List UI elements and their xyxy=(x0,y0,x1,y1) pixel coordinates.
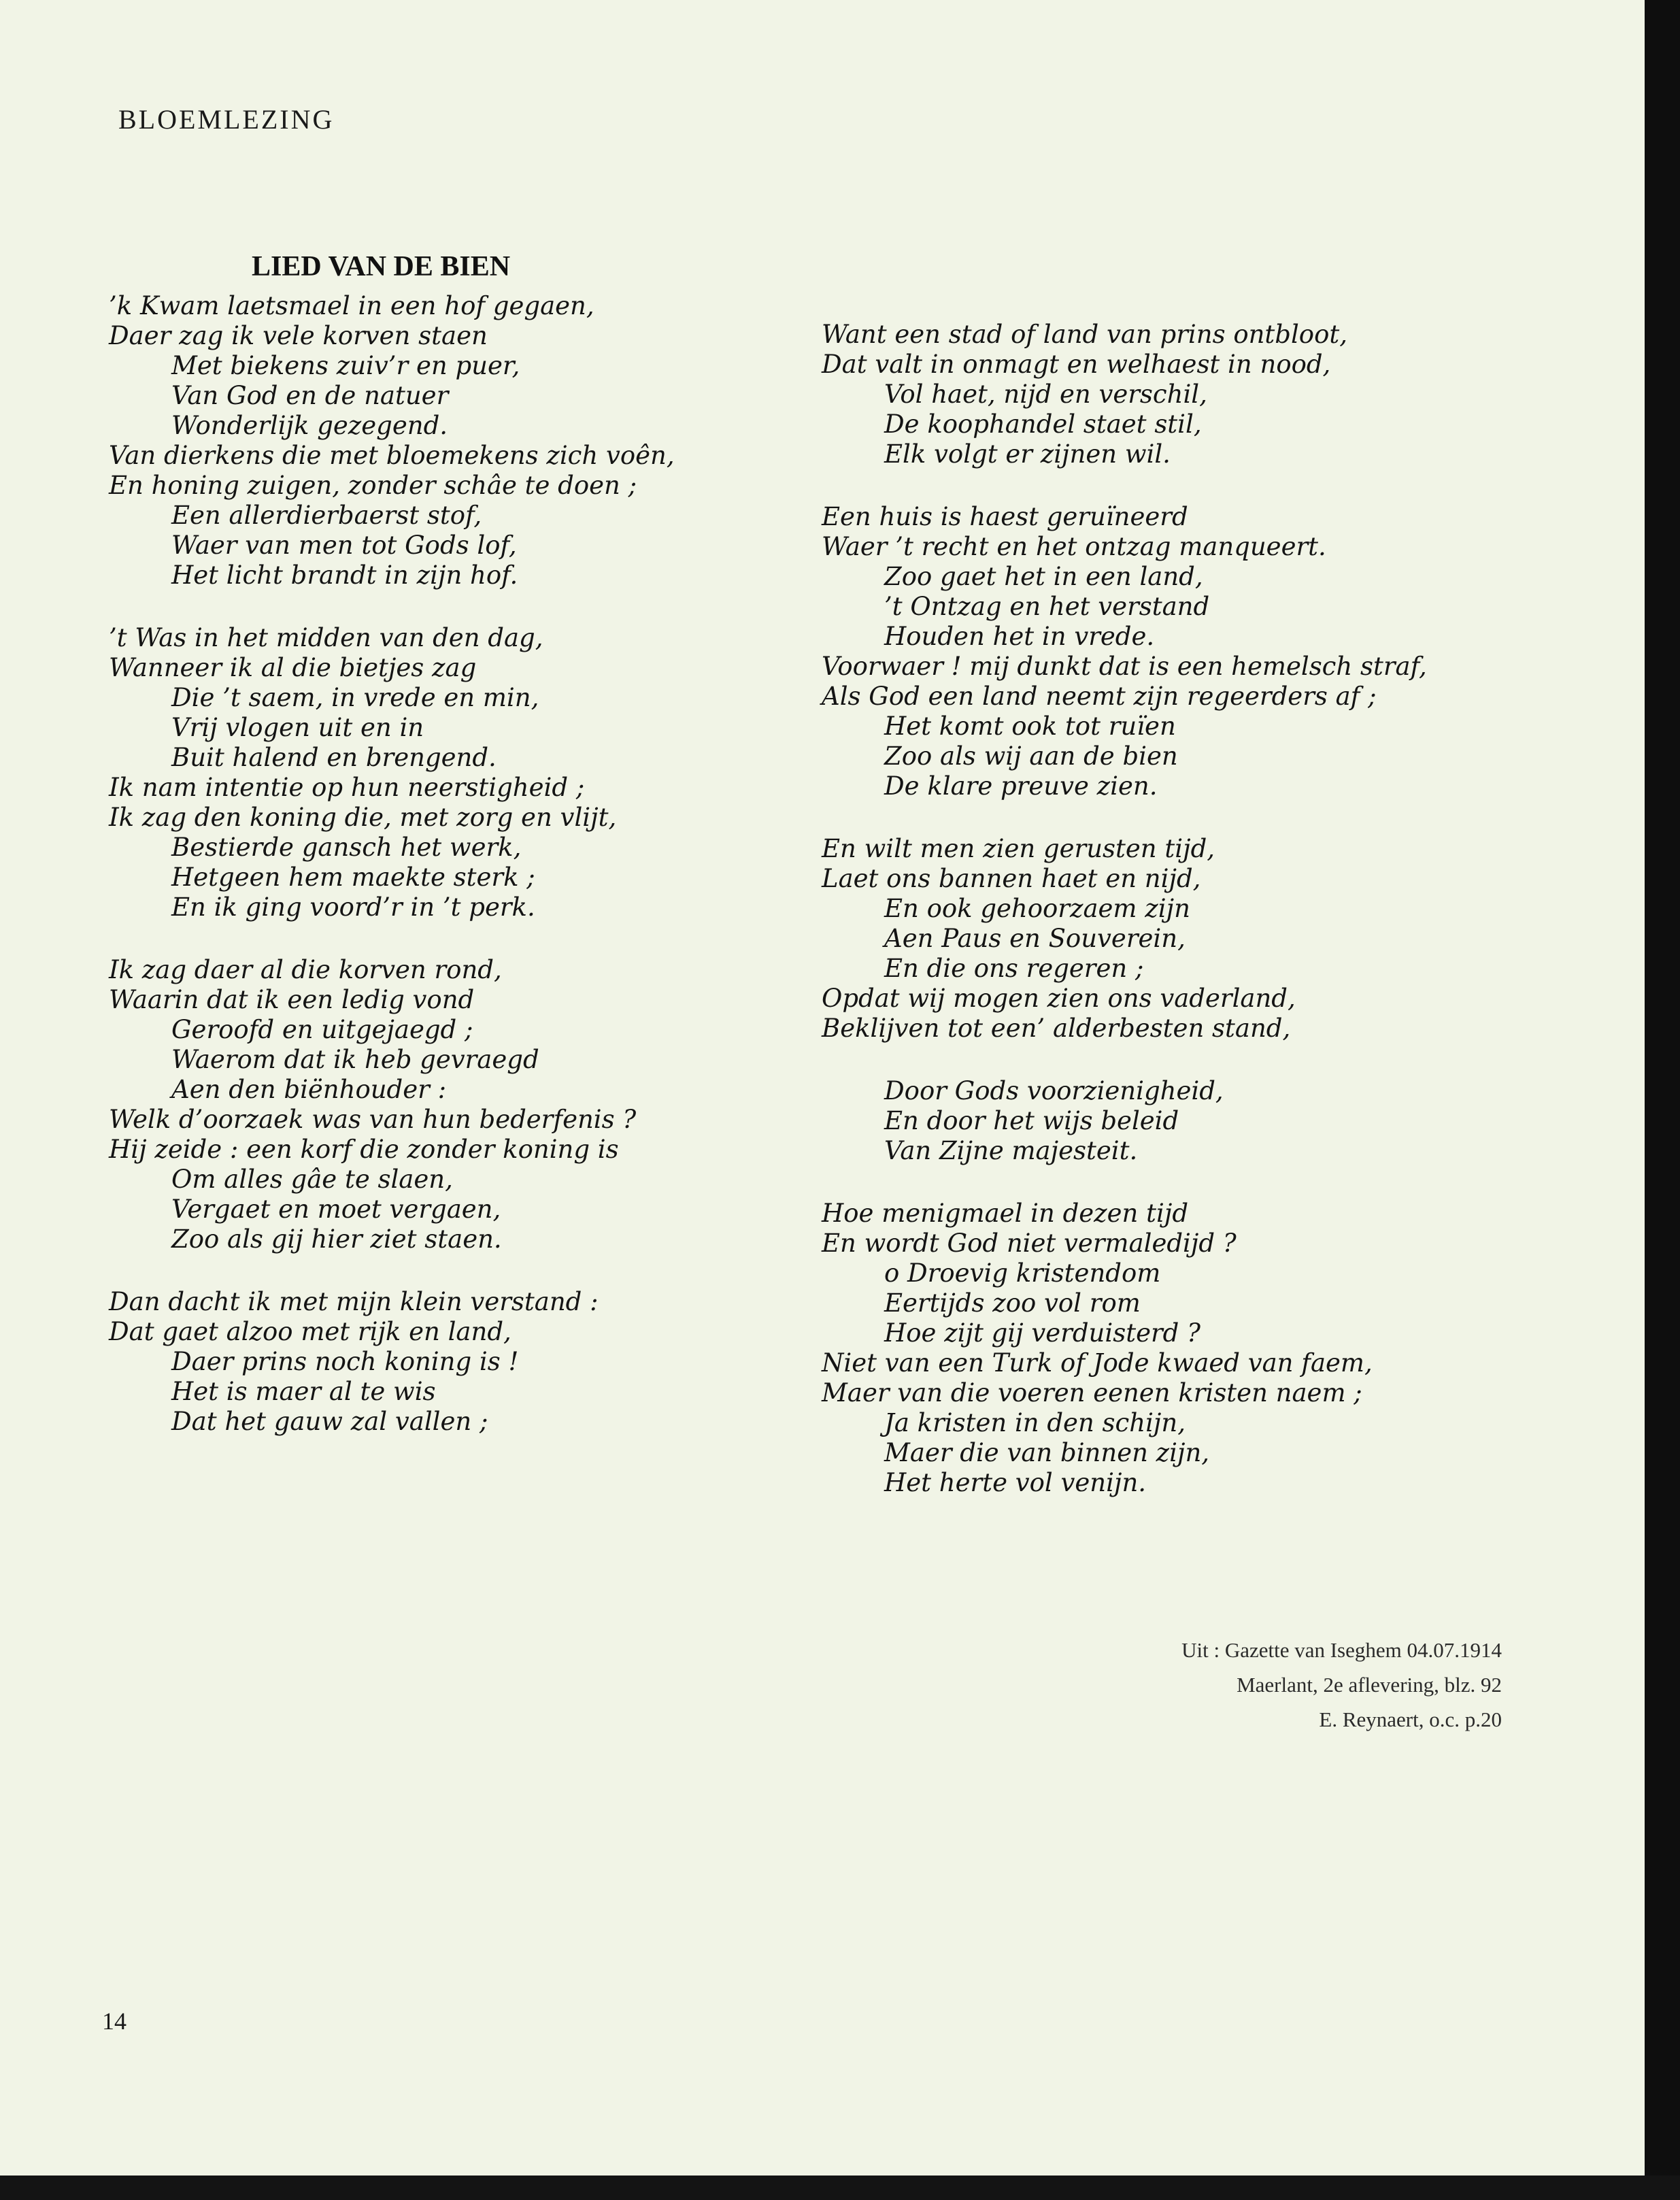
poem-line: Laet ons bannen haet en nijd, xyxy=(822,864,1201,893)
poem-line: Waerom dat ik heb gevraegd xyxy=(171,1045,539,1074)
poem-line: Zoo als gij hier ziet staen. xyxy=(171,1224,502,1254)
poem-line: Daer prins noch koning is ! xyxy=(171,1347,519,1376)
poem-line: Hetgeen hem maekte sterk ; xyxy=(171,863,535,892)
poem-line: Als God een land neemt zijn regeerders af ; xyxy=(822,682,1377,711)
poem-line: Hoe menigmael in dezen tijd xyxy=(822,1199,1189,1228)
poem-right-column xyxy=(822,320,1515,1498)
poem-line: Hij zeide : een korf die zonder koning is xyxy=(109,1135,619,1164)
poem-line: En die ons regeren ; xyxy=(884,954,1144,983)
poem-stanza xyxy=(822,320,1515,469)
poem-line: Waer van men tot Gods lof, xyxy=(171,531,517,560)
poem-line: Hoe zijt gij verduisterd ? xyxy=(884,1318,1200,1348)
poem-line: Bestierde gansch het werk, xyxy=(171,833,522,862)
poem-line: Door Gods voorzienigheid, xyxy=(884,1076,1224,1105)
poem-line: En wordt God niet vermaledijd ? xyxy=(822,1229,1237,1258)
poem-title: LIED VAN DE BIEN xyxy=(252,251,511,282)
poem-line: Met biekens zuiv’r en puer, xyxy=(171,351,520,380)
poem-stanza xyxy=(822,1199,1515,1498)
poem-line: Het komt ook tot ruïen xyxy=(884,712,1176,741)
poem-line: Het licht brandt in zijn hof. xyxy=(171,561,518,590)
poem-line: Waarin dat ik een ledig vond xyxy=(109,985,475,1014)
poem-stanza xyxy=(822,1076,1515,1166)
poem-line: Geroofd en uitgejaegd ; xyxy=(171,1015,473,1044)
running-header: BLOEMLEZING xyxy=(118,104,335,135)
poem-line: Aen Paus en Souverein, xyxy=(884,924,1186,953)
poem-line: Houden het in vrede. xyxy=(884,622,1155,651)
page-edge-shadow xyxy=(0,2176,1680,2200)
poem-line: Zoo als wij aan de bien xyxy=(884,741,1178,771)
poem-line: Een huis is haest geruïneerd xyxy=(822,502,1188,531)
source-line: Uit : Gazette van Iseghem 04.07.1914 xyxy=(1181,1638,1502,1662)
poem-line: Vrij vlogen uit en in xyxy=(171,713,424,742)
poem-line: Het herte vol venijn. xyxy=(884,1468,1147,1497)
poem-line: En honing zuigen, zonder schâe te doen ; xyxy=(109,471,637,500)
poem-line: Om alles gâe te slaen, xyxy=(171,1165,453,1194)
poem-line: Waer ’t recht en het ontzag manqueert. xyxy=(822,532,1326,561)
poem-line: Ja kristen in den schijn, xyxy=(884,1408,1186,1437)
poem-line: Wanneer ik al die bietjes zag xyxy=(109,653,477,682)
poem-line: Van dierkens die met bloemekens zich voên, xyxy=(109,441,675,470)
poem-line: Dan dacht ik met mijn klein verstand : xyxy=(109,1287,599,1316)
poem-line: ’t Ontzag en het verstand xyxy=(884,592,1210,621)
source-line: Maerlant, 2e aflevering, blz. 92 xyxy=(1237,1673,1502,1697)
poem-line: De koophandel staet stil, xyxy=(884,410,1202,439)
poem-line: Buit halend en brengend. xyxy=(171,743,497,772)
poem-line: Die ’t saem, in vrede en min, xyxy=(171,683,539,712)
poem-line: En ik ging voord’r in ’t perk. xyxy=(171,893,535,922)
poem-line: Welk d’oorzaek was van hun bederfenis ? xyxy=(109,1105,637,1134)
poem-line: o Droevig kristendom xyxy=(884,1259,1161,1288)
poem-line: Van God en de natuer xyxy=(171,381,449,410)
source-citation xyxy=(1181,1633,1502,1737)
poem-line: En wilt men zien gerusten tijd, xyxy=(822,834,1215,863)
poem-line: Ik zag den koning die, met zorg en vlijt, xyxy=(109,803,617,832)
poem-line: Daer zag ik vele korven staen xyxy=(109,321,488,350)
poem-stanza xyxy=(109,1287,762,1437)
poem-line: Vol haet, nijd en verschil, xyxy=(884,380,1207,409)
poem-line: Maer die van binnen zijn, xyxy=(884,1438,1210,1467)
poem-line: En door het wijs beleid xyxy=(884,1106,1179,1135)
poem-line: En ook gehoorzaem zijn xyxy=(884,894,1190,923)
poem-left-column xyxy=(109,291,762,1437)
page-edge-shadow xyxy=(1645,0,1680,2200)
poem-line: Van Zijne majesteit. xyxy=(884,1136,1138,1165)
poem-line: Voorwaer ! mij dunkt dat is een hemelsch straf, xyxy=(822,652,1427,681)
poem-line: Niet van een Turk of Jode kwaed van faem, xyxy=(822,1348,1373,1378)
poem-line: Want een stad of land van prins ontbloot, xyxy=(822,320,1347,349)
poem-line: Dat valt in onmagt en welhaest in nood, xyxy=(822,350,1331,379)
poem-stanza xyxy=(109,291,762,590)
poem-line: Eertijds zoo vol rom xyxy=(884,1288,1141,1318)
poem-line: De klare preuve zien. xyxy=(884,771,1158,801)
poem-line: Ik nam intentie op hun neerstigheid ; xyxy=(109,773,585,802)
poem-stanza xyxy=(822,834,1515,1044)
poem-line: Beklijven tot een’ alderbesten stand, xyxy=(822,1014,1291,1043)
poem-line: Maer van die voeren eenen kristen naem ; xyxy=(822,1378,1362,1407)
poem-line: Dat gaet alzoo met rijk en land, xyxy=(109,1317,511,1346)
page-number: 14 xyxy=(102,2007,127,2035)
poem-line: Dat het gauw zal vallen ; xyxy=(171,1407,488,1436)
poem-line: Elk volgt er zijnen wil. xyxy=(884,439,1171,469)
poem-stanza xyxy=(109,623,762,922)
source-line: E. Reynaert, o.c. p.20 xyxy=(1319,1707,1502,1731)
poem-line: ’t Was in het midden van den dag, xyxy=(109,623,543,652)
poem-line: Wonderlijk gezegend. xyxy=(171,411,448,440)
poem-line: Vergaet en moet vergaen, xyxy=(171,1195,501,1224)
poem-line: Ik zag daer al die korven rond, xyxy=(109,955,502,984)
poem-line: Opdat wij mogen zien ons vaderland, xyxy=(822,984,1296,1013)
poem-stanza xyxy=(109,955,762,1254)
poem-line: Aen den biënhouder : xyxy=(171,1075,447,1104)
poem-line: Het is maer al te wis xyxy=(171,1377,436,1406)
poem-line: ’k Kwam laetsmael in een hof gegaen, xyxy=(109,291,594,320)
poem-stanza xyxy=(822,502,1515,801)
poem-line: Een allerdierbaerst stof, xyxy=(171,501,482,530)
poem-line: Zoo gaet het in een land, xyxy=(884,562,1203,591)
